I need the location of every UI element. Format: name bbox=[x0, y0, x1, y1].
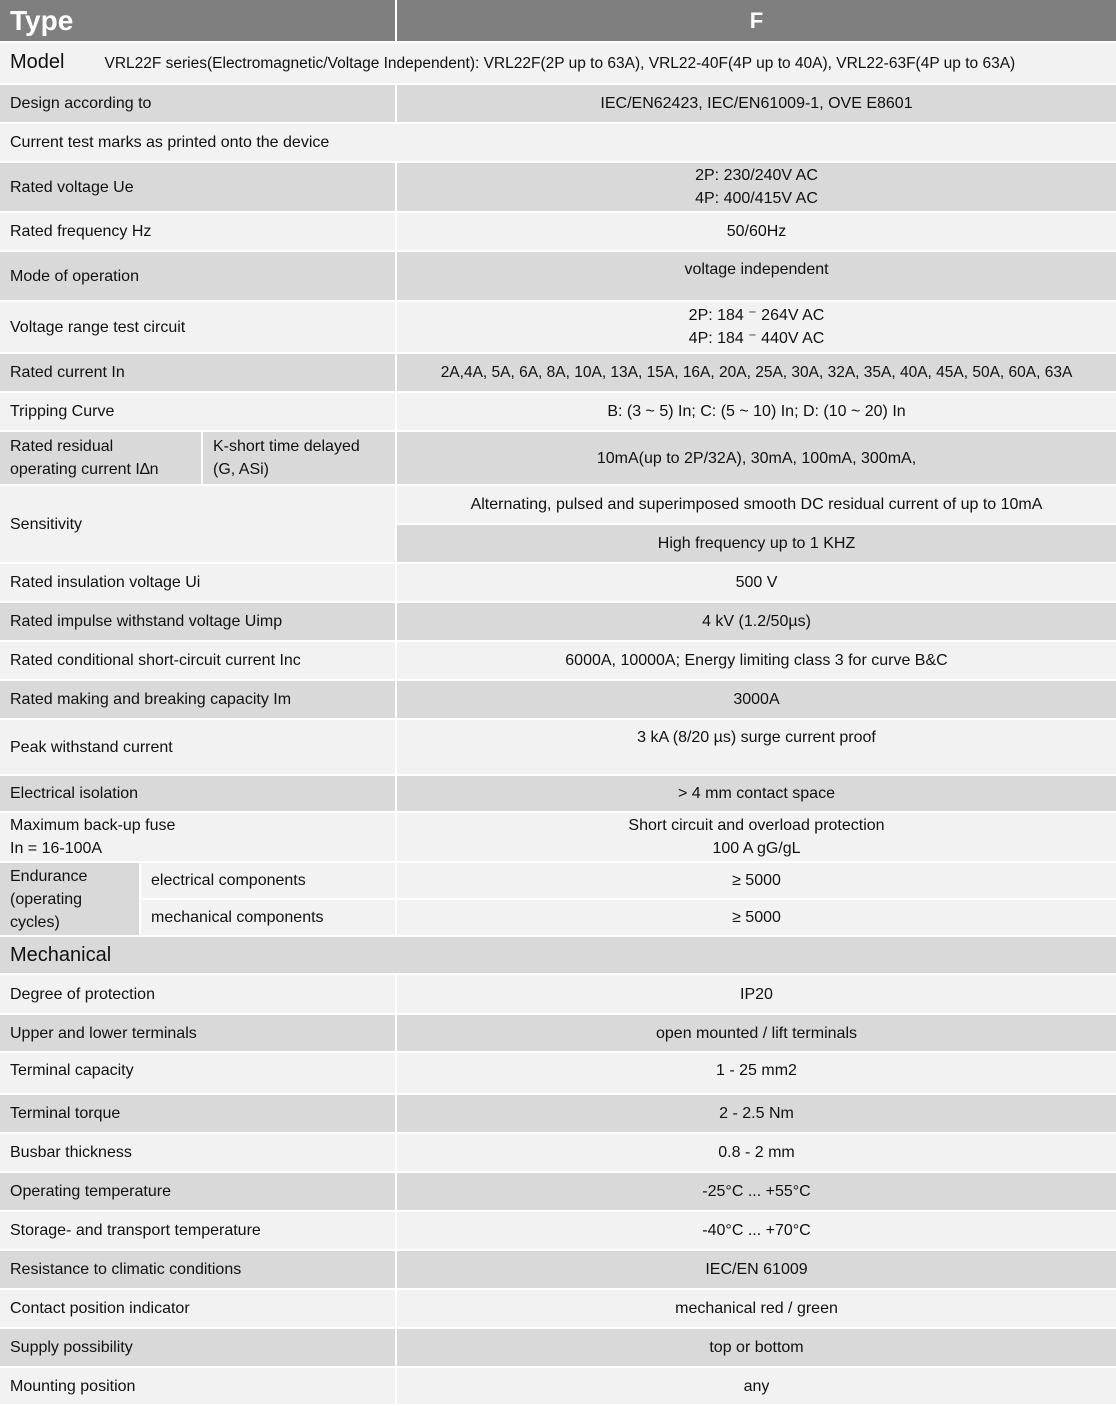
endurance-label-line3: cycles) bbox=[10, 913, 60, 931]
rated-voltage-row bbox=[0, 162, 1116, 212]
isolation-row bbox=[0, 775, 1116, 812]
endurance-electrical-label: electrical components bbox=[140, 862, 396, 899]
terminals-row bbox=[0, 1014, 1116, 1052]
type-value: F bbox=[396, 0, 1116, 42]
voltage-range-label: Voltage range test circuit bbox=[0, 301, 396, 353]
endurance-label-line2: (operating bbox=[10, 890, 83, 908]
torque-value: 2 - 2.5 Nm bbox=[396, 1094, 1116, 1133]
rated-voltage-4p: 4P: 400/415V AC bbox=[695, 190, 818, 207]
voltage-range-row bbox=[0, 301, 1116, 353]
terminals-value: open mounted / lift terminals bbox=[396, 1014, 1116, 1052]
design-row bbox=[0, 84, 1116, 123]
supply-row bbox=[0, 1328, 1116, 1367]
climatic-label: Resistance to climatic conditions bbox=[0, 1250, 396, 1289]
insulation-row bbox=[0, 563, 1116, 602]
op-temp-value: -25°C ... +55°C bbox=[396, 1172, 1116, 1211]
sensitivity-row-1 bbox=[0, 485, 1116, 524]
climatic-row bbox=[0, 1250, 1116, 1289]
residual-sub-line2: (G, ASi) bbox=[213, 461, 270, 478]
insulation-value: 500 V bbox=[396, 563, 1116, 602]
mechanical-section-label: Mechanical bbox=[0, 936, 1116, 974]
indicator-label: Contact position indicator bbox=[0, 1289, 396, 1328]
mounting-row bbox=[0, 1367, 1116, 1405]
isolation-label: Electrical isolation bbox=[0, 775, 396, 812]
mounting-value: any bbox=[396, 1367, 1116, 1405]
backup-label-line1: Maximum back-up fuse bbox=[10, 817, 176, 834]
supply-value: top or bottom bbox=[396, 1328, 1116, 1367]
model-text: VRL22F series(Electromagnetic/Voltage Independent): VRL22F(2P up to 63A), VRL22-40F(4P up to 40A), VRL22-63F(4P up to 63A) bbox=[104, 55, 1016, 72]
backup-value-line2: 100 A gG/gL bbox=[712, 840, 801, 857]
rated-current-label: Rated current In bbox=[0, 353, 396, 392]
type-label: Type bbox=[0, 0, 396, 42]
storage-temp-value: -40°C ... +70°C bbox=[396, 1211, 1116, 1250]
endurance-electrical-value: ≥ 5000 bbox=[396, 862, 1116, 899]
rated-frequency-label: Rated frequency Hz bbox=[0, 212, 396, 251]
rated-current-value: 2A,4A, 5A, 6A, 8A, 10A, 13A, 15A, 16A, 20A, 25A, 30A, 32A, 35A, 40A, 45A, 50A, 60A, 63A bbox=[396, 353, 1116, 392]
endurance-mechanical-value: ≥ 5000 bbox=[396, 899, 1116, 936]
sensitivity-label: Sensitivity bbox=[0, 485, 396, 563]
terminal-capacity-value: 1 - 25 mm2 bbox=[396, 1052, 1116, 1094]
tripping-row bbox=[0, 392, 1116, 431]
op-temp-row bbox=[0, 1172, 1116, 1211]
insulation-label: Rated insulation voltage Ui bbox=[0, 563, 396, 602]
design-value: IEC/EN62423, IEC/EN61009-1, OVE E8601 bbox=[396, 84, 1116, 123]
mounting-label: Mounting position bbox=[0, 1367, 396, 1405]
impulse-row bbox=[0, 602, 1116, 641]
peak-value: 3 kA (8/20 µs) surge current proof bbox=[396, 719, 1116, 775]
busbar-label: Busbar thickness bbox=[0, 1133, 396, 1172]
backup-label-line2: In = 16-100A bbox=[10, 840, 103, 857]
torque-label: Terminal torque bbox=[0, 1094, 396, 1133]
storage-temp-label: Storage- and transport temperature bbox=[0, 1211, 396, 1250]
conditional-value: 6000A, 10000A; Energy limiting class 3 for curve B&C bbox=[396, 641, 1116, 680]
model-label: Model bbox=[10, 51, 65, 73]
rated-voltage-2p: 2P: 230/240V AC bbox=[695, 167, 818, 184]
residual-sub-line1: K-short time delayed bbox=[213, 438, 360, 455]
storage-temp-row bbox=[0, 1211, 1116, 1250]
terminal-capacity-row bbox=[0, 1052, 1116, 1094]
residual-label-line2: operating current I∆n bbox=[10, 461, 159, 478]
terminals-label: Upper and lower terminals bbox=[0, 1014, 396, 1052]
residual-label-line1: Rated residual bbox=[10, 438, 114, 455]
impulse-label: Rated impulse withstand voltage Uimp bbox=[0, 602, 396, 641]
indicator-value: mechanical red / green bbox=[396, 1289, 1116, 1328]
making-row bbox=[0, 680, 1116, 719]
model-row bbox=[0, 42, 1116, 84]
making-label: Rated making and breaking capacity Im bbox=[0, 680, 396, 719]
residual-row bbox=[0, 431, 1116, 485]
conditional-row bbox=[0, 641, 1116, 680]
sensitivity-value-2: High frequency up to 1 KHZ bbox=[396, 524, 1116, 563]
busbar-row bbox=[0, 1133, 1116, 1172]
mode-value: voltage independent bbox=[396, 251, 1116, 301]
protection-label: Degree of protection bbox=[0, 974, 396, 1014]
op-temp-label: Operating temperature bbox=[0, 1172, 396, 1211]
residual-value: 10mA(up to 2P/32A), 30mA, 100mA, 300mA, bbox=[396, 431, 1116, 485]
conditional-label: Rated conditional short-circuit current Inc bbox=[0, 641, 396, 680]
mode-label: Mode of operation bbox=[0, 251, 396, 301]
tripping-label: Tripping Curve bbox=[0, 392, 396, 431]
mechanical-section-row bbox=[0, 936, 1116, 974]
protection-value: IP20 bbox=[396, 974, 1116, 1014]
rated-voltage-label: Rated voltage Ue bbox=[0, 162, 396, 212]
sensitivity-value-1: Alternating, pulsed and superimposed smooth DC residual current of up to 10mA bbox=[396, 485, 1116, 524]
voltage-range-2p: 2P: 184 ⁻ 264V AC bbox=[688, 307, 825, 324]
endurance-label-line1: Endurance bbox=[10, 867, 88, 885]
header-row bbox=[0, 0, 1116, 42]
busbar-value: 0.8 - 2 mm bbox=[396, 1133, 1116, 1172]
endurance-mechanical-label: mechanical components bbox=[140, 899, 396, 936]
impulse-value: 4 kV (1.2/50µs) bbox=[396, 602, 1116, 641]
torque-row bbox=[0, 1094, 1116, 1133]
voltage-range-4p: 4P: 184 ⁻ 440V AC bbox=[688, 330, 825, 347]
protection-row bbox=[0, 974, 1116, 1014]
terminal-capacity-label: Terminal capacity bbox=[0, 1052, 396, 1094]
supply-label: Supply possibility bbox=[0, 1328, 396, 1367]
making-value: 3000A bbox=[396, 680, 1116, 719]
rated-current-row bbox=[0, 353, 1116, 392]
rated-frequency-row bbox=[0, 212, 1116, 251]
tripping-value: B: (3 ~ 5) In; C: (5 ~ 10) In; D: (10 ~ 20) In bbox=[396, 392, 1116, 431]
climatic-value: IEC/EN 61009 bbox=[396, 1250, 1116, 1289]
test-marks-row bbox=[0, 123, 1116, 162]
rated-frequency-value: 50/60Hz bbox=[396, 212, 1116, 251]
isolation-value: > 4 mm contact space bbox=[396, 775, 1116, 812]
endurance-electrical-row bbox=[0, 862, 1116, 899]
mode-row bbox=[0, 251, 1116, 301]
indicator-row bbox=[0, 1289, 1116, 1328]
design-label: Design according to bbox=[0, 84, 396, 123]
backup-value-line1: Short circuit and overload protection bbox=[628, 817, 885, 834]
peak-label: Peak withstand current bbox=[0, 719, 396, 775]
test-marks-label: Current test marks as printed onto the device bbox=[0, 123, 1116, 162]
backup-row bbox=[0, 812, 1116, 862]
endurance-mechanical-row bbox=[0, 899, 1116, 936]
peak-row bbox=[0, 719, 1116, 775]
